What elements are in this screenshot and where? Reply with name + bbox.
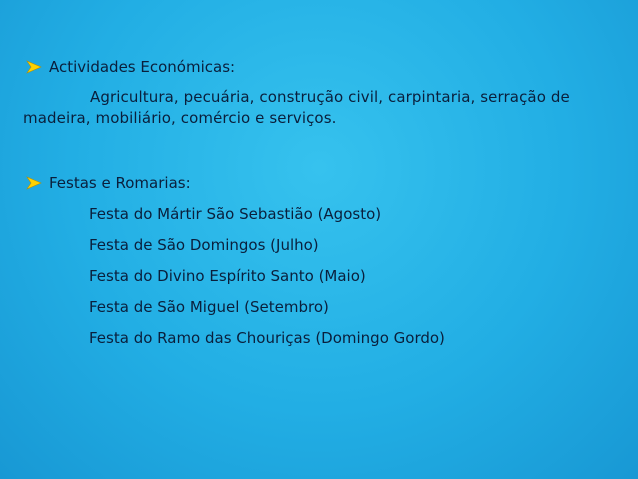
economic-activities-paragraph: Agricultura, pecuária, construção civil, carpintaria, serração de madeira, mobiliário, comércio e serviços.	[23, 88, 570, 127]
festival-item: Festa de São Domingos (Julho)	[89, 236, 319, 254]
heading-text: Festas e Romarias:	[49, 174, 191, 192]
arrowhead-bullet-icon	[26, 176, 42, 190]
festival-item: Festa do Ramo das Chouriças (Domingo Gordo)	[89, 329, 445, 347]
heading-text: Actividades Económicas:	[49, 58, 236, 76]
festival-item: Festa do Mártir São Sebastião (Agosto)	[89, 205, 382, 223]
festival-item: Festa do Divino Espírito Santo (Maio)	[89, 267, 366, 285]
arrowhead-bullet-icon	[26, 60, 42, 74]
section-heading-festivals	[26, 173, 191, 193]
section-heading-economic	[26, 57, 235, 77]
festival-item: Festa de São Miguel (Setembro)	[89, 298, 329, 316]
